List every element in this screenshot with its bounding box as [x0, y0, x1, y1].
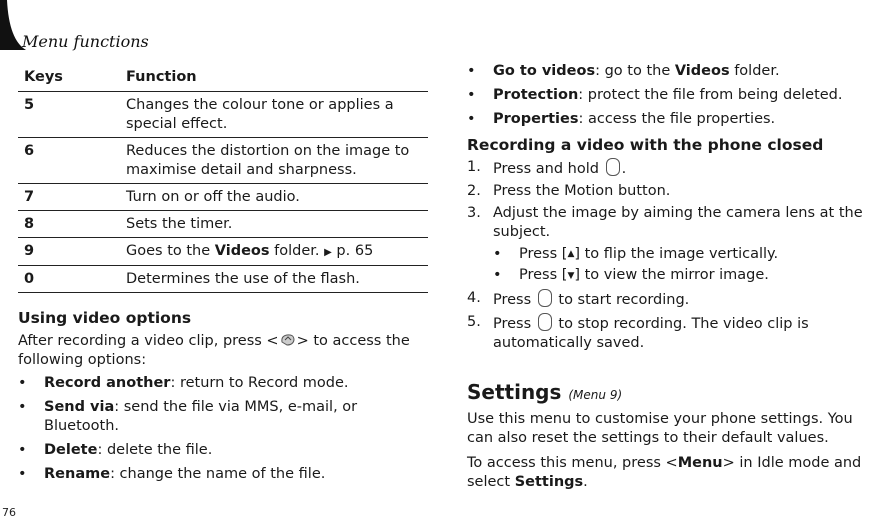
substep-text: ] to view the mirror image. — [574, 267, 769, 283]
volume-up-icon: ▲ — [567, 249, 575, 259]
para-text: To access this menu, press < — [467, 455, 678, 471]
step-number: 1. — [467, 159, 481, 175]
function-cell: Changes the colour tone or applies a special effect. — [120, 92, 428, 138]
camera-key-icon — [606, 158, 620, 176]
option-name: Record another — [44, 375, 171, 391]
option-desc: : go to the — [595, 63, 675, 79]
steps-list — [467, 158, 869, 242]
settings-menu-name: Settings — [514, 474, 584, 490]
step-text: Press — [493, 292, 532, 308]
section-intro — [18, 332, 428, 370]
step-number: 5. — [467, 314, 481, 330]
options-softkey-icon — [279, 332, 297, 348]
option-name: Send via — [44, 399, 115, 415]
step-text: Press — [493, 316, 532, 332]
settings-section — [467, 380, 869, 492]
key-cell: 0 — [18, 266, 120, 293]
key-cell: 7 — [18, 184, 120, 211]
step-number: 3. — [467, 205, 481, 221]
key-cell: 6 — [18, 138, 120, 184]
table-row — [18, 184, 428, 211]
menu-key-name: Menu — [677, 455, 723, 471]
arrow-right-icon: ▶ — [324, 247, 332, 258]
list-item — [493, 245, 869, 264]
option-desc: : access the file properties. — [578, 111, 776, 127]
substep-text: Press [ — [519, 246, 568, 262]
step-text: Press the Motion button. — [493, 183, 671, 199]
option-desc: : protect the file from being deleted. — [578, 87, 843, 103]
table-row — [18, 92, 428, 138]
option-desc: : send the file via MMS, e-mail, or Bluetooth. — [44, 399, 358, 434]
list-item — [18, 465, 428, 484]
menu-reference: (Menu 9) — [568, 388, 623, 402]
function-cell: Reduces the distortion on the image to maximise detail and sharpness. — [120, 138, 428, 184]
list-item — [467, 86, 867, 105]
option-desc: : delete the file. — [97, 442, 213, 458]
step-text: to start recording. — [558, 292, 690, 308]
list-item — [18, 398, 428, 436]
intro-text: After recording a video clip, press < — [18, 333, 279, 349]
table-header-row — [18, 63, 428, 92]
list-item — [467, 313, 869, 353]
list-item — [467, 204, 869, 242]
option-name: Protection — [493, 87, 579, 103]
using-video-options-section — [18, 309, 428, 484]
videos-folder-name: Videos — [214, 243, 270, 259]
list-item — [467, 110, 867, 129]
option-name: Delete — [44, 442, 98, 458]
substeps-list — [467, 245, 869, 286]
options-list — [18, 374, 428, 484]
key-cell: 5 — [18, 92, 120, 138]
camera-key-icon — [538, 289, 552, 307]
col-function: Function — [120, 63, 428, 92]
option-name: Go to videos — [493, 63, 596, 79]
list-item — [493, 266, 869, 286]
col-keys: Keys — [18, 63, 120, 92]
page-number: 76 — [2, 506, 16, 519]
camera-key-icon — [538, 313, 552, 331]
section-title: Recording a video with the phone closed — [467, 136, 824, 154]
settings-heading — [467, 380, 869, 404]
settings-para — [467, 454, 869, 492]
step-number: 2. — [467, 183, 481, 199]
function-cell: Determines the use of the flash. — [120, 266, 428, 293]
list-item — [18, 441, 428, 460]
para-text: . — [583, 474, 588, 490]
step-text: to stop recording. The video clip is automatically saved. — [493, 316, 809, 351]
right-options — [467, 62, 867, 129]
header-title: Menu functions — [22, 32, 149, 51]
option-desc: folder. — [729, 63, 780, 79]
option-desc: : return to Record mode. — [170, 375, 349, 391]
page-reference: p. 65 — [336, 243, 374, 259]
function-cell: Sets the timer. — [120, 211, 428, 238]
option-desc: : change the name of the file. — [110, 466, 326, 482]
section-title: Using video options — [18, 309, 192, 327]
step-number: 4. — [467, 290, 481, 306]
list-item — [467, 289, 869, 310]
table-row — [18, 211, 428, 238]
option-name: Properties — [493, 111, 579, 127]
function-text: folder. — [269, 243, 325, 259]
keys-table — [18, 63, 428, 293]
function-cell — [120, 238, 428, 266]
table-row — [18, 266, 428, 293]
table-row — [18, 138, 428, 184]
recording-closed-section — [467, 136, 869, 353]
option-desc-bold: Videos — [674, 63, 730, 79]
key-cell: 8 — [18, 211, 120, 238]
list-item — [467, 158, 869, 179]
function-cell: Turn on or off the audio. — [120, 184, 428, 211]
settings-title: Settings — [467, 380, 562, 404]
list-item — [467, 182, 869, 201]
volume-down-icon: ▼ — [567, 271, 575, 281]
function-text: Goes to the — [126, 243, 215, 259]
step-text: Adjust the image by aiming the camera lens at the subject. — [493, 205, 863, 240]
steps-list — [467, 289, 869, 353]
list-item — [18, 374, 428, 393]
options-list — [467, 62, 867, 129]
option-name: Rename — [44, 466, 111, 482]
settings-para: Use this menu to customise your phone settings. You can also reset the settings to their default values. — [467, 411, 853, 446]
key-cell: 9 — [18, 238, 120, 266]
step-text: . — [621, 161, 627, 177]
substep-text: ] to flip the image vertically. — [574, 246, 779, 262]
para-text: > in Idle mode and select — [467, 455, 862, 490]
table-row — [18, 238, 428, 266]
list-item — [467, 62, 867, 81]
step-text: Press and hold — [493, 161, 599, 177]
substep-text: Press [ — [519, 267, 568, 283]
intro-text: > to access the following options: — [18, 333, 410, 368]
